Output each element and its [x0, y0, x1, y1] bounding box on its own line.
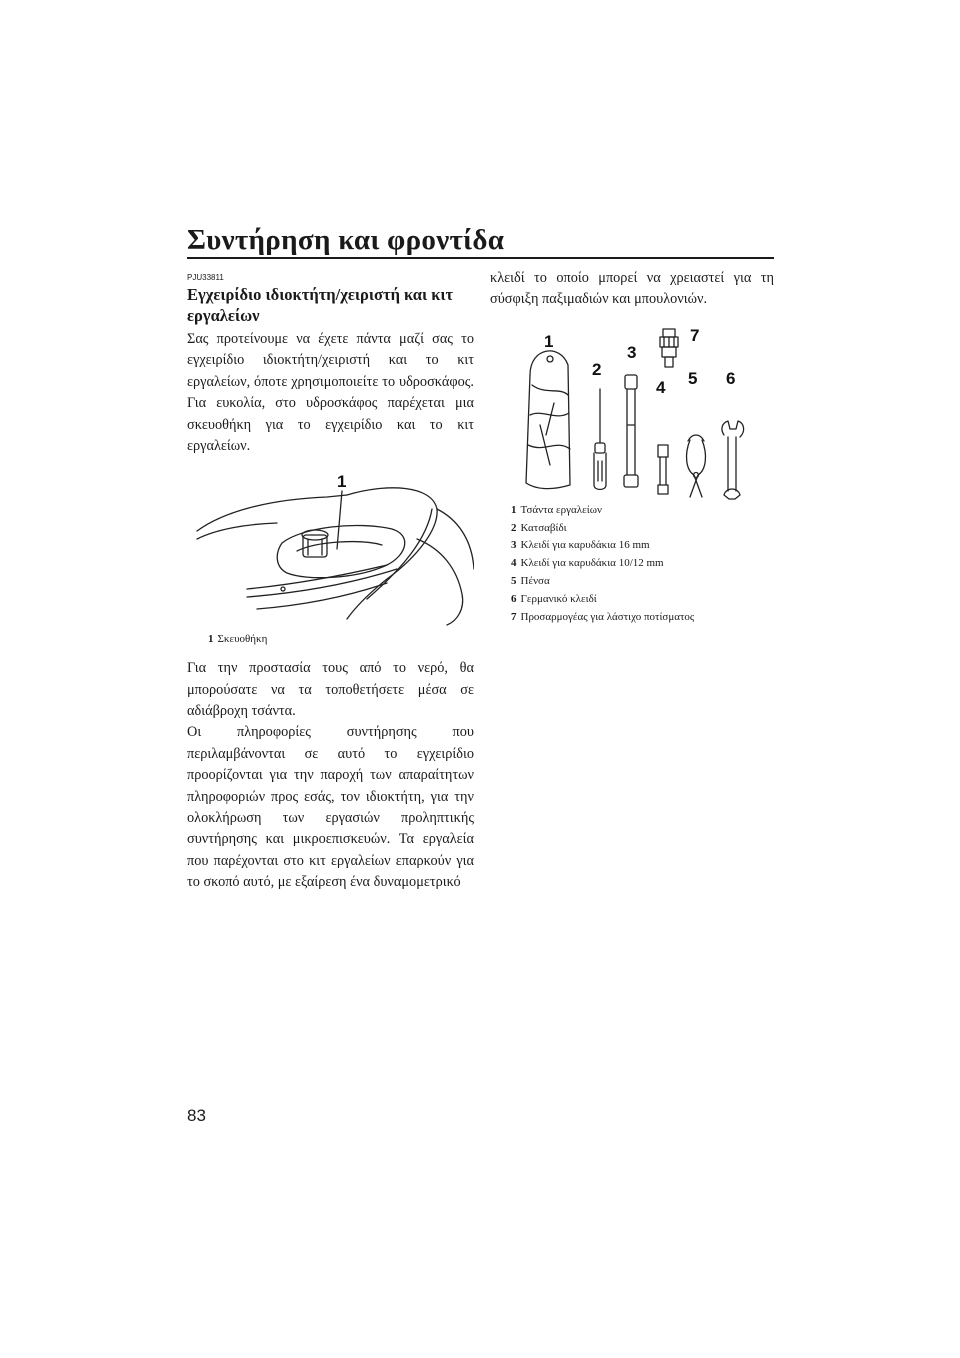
caption-item: 5 Πένσα	[511, 575, 550, 587]
tool-callout-3: 3	[627, 342, 637, 362]
storage-compartment-illustration	[187, 469, 474, 629]
section-heading: Εγχειρίδιο ιδιοκτήτη/χειριστή και κιτ εργαλείων	[187, 285, 454, 325]
caption-item: 2 Κατσαβίδι	[511, 521, 567, 534]
tool-kit-illustration	[490, 325, 774, 500]
caption-item: 1 Σκευοθήκη	[208, 633, 268, 646]
right-column	[490, 268, 774, 626]
caption-item: 1 Τσάντα εργαλείων	[511, 503, 602, 516]
storage-callout-1: 1	[337, 472, 347, 492]
continued-paragraph: κλειδί το οποίο μπορεί να χρειαστεί για τη σύσφιξη παξιμαδιών και μπουλονιών.	[490, 270, 774, 308]
caption-item: 6 Γερμανικό κλειδί	[511, 592, 597, 605]
chapter-title: Συντήρηση και φροντίδα	[187, 224, 505, 256]
tool-kit-figure-caption	[490, 502, 774, 627]
chapter-rule	[187, 257, 774, 259]
tool-callout-2: 2	[592, 359, 602, 379]
section-code: PJU33811	[187, 273, 224, 282]
storage-figure-caption	[187, 631, 474, 649]
left-column	[187, 273, 474, 894]
caption-item: 4 Κλειδί για καρυδάκια 10/12 mm	[511, 557, 664, 570]
caption-item: 3 Κλειδί για καρυδάκια 16 mm	[511, 539, 650, 552]
intro-paragraph: Σας προτείνουμε να έχετε πάντα μαζί σας το εγχειρίδιο ιδιοκτήτη/χειριστή και το κιτ εργαλείων, όποτε χρησιμοποιείτε το υδροσκάφος. Για ευκολία, στο υδροσκάφος παρέχεται μια σκευοθήκη για το εγχειρίδιο και το κιτ εργαλείων.	[187, 331, 474, 455]
caption-item: 7 Προσαρμογέας για λάστιχο ποτίσματος	[511, 610, 695, 623]
maintenance-info-paragraph: Οι πληροφορίες συντήρησης που περιλαμβάνονται σε αυτό το εγχειρίδιο προορίζονται για την παροχή των απαραίτητων πληροφοριών προς εσάς, τον ιδιοκτήτη, για την ολοκλήρωση των εργασιών προληπτικής συντήρησης και μικροεπισκευών. Τα εργαλεία που παρέχονται στο κιτ εργαλείων επαρκούν για το σκοπό αυτό, με εξαίρεση ένα δυναμομετρικό	[187, 724, 474, 891]
page-number: 83	[187, 1106, 206, 1125]
tool-callout-4: 4	[656, 377, 666, 397]
tool-callout-1: 1	[544, 331, 554, 351]
tool-callout-5: 5	[688, 368, 698, 388]
tool-callout-6: 6	[726, 368, 736, 388]
protection-paragraph: Για την προστασία τους από το νερό, θα μπορούσατε να τα τοποθετήσετε μέσα σε αδιάβροχη τσάντα.	[187, 660, 474, 720]
tool-callout-7: 7	[690, 325, 700, 345]
